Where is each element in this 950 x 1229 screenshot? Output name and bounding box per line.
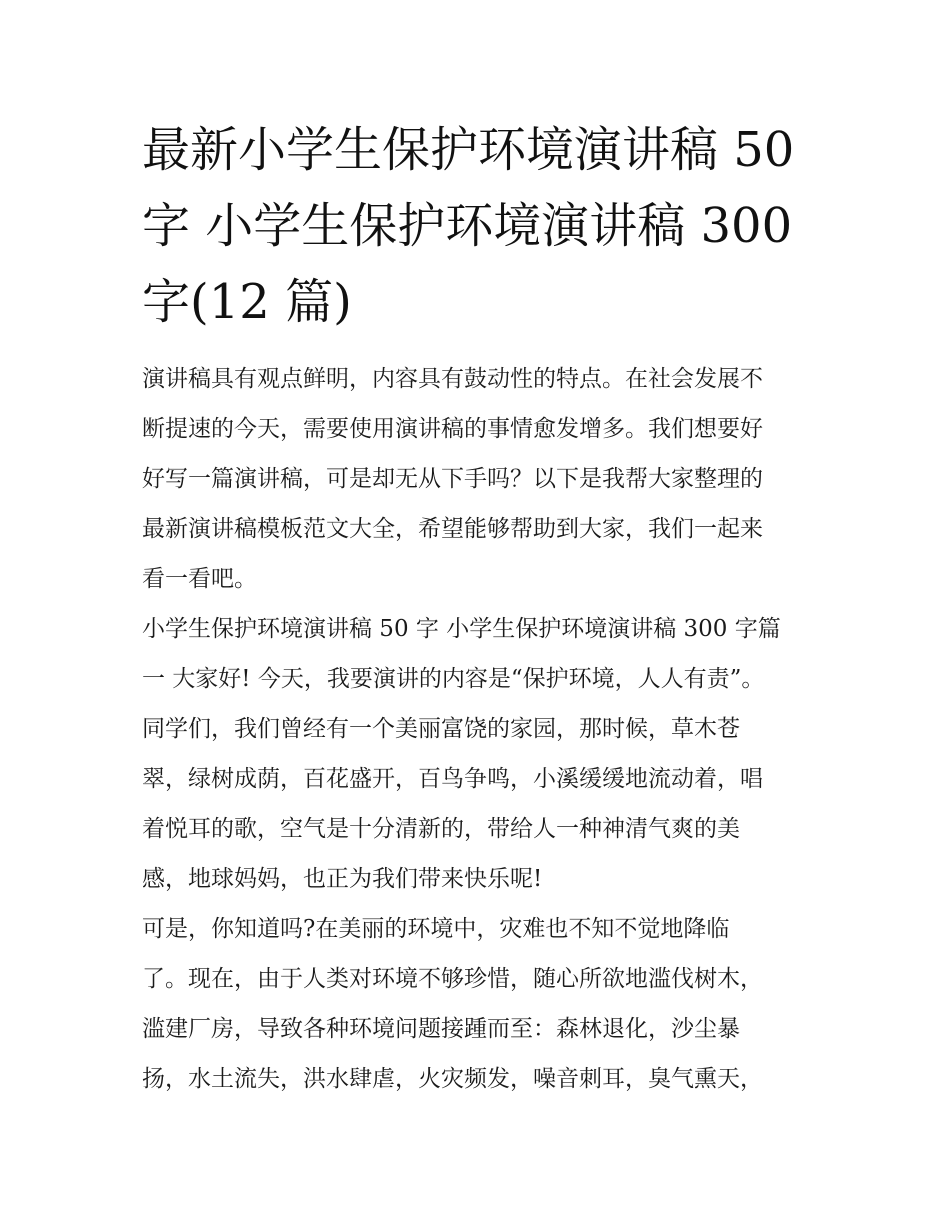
intro-line: 最新演讲稿模板范文大全，希望能够帮助到大家，我们一起来: [142, 516, 763, 542]
intro-line: 断提速的今天，需要使用演讲稿的事情愈发增多。我们想要好: [142, 416, 763, 442]
paragraph-line: 一 大家好! 今天，我要演讲的内容是“保护环境，人人有责”。: [142, 666, 765, 692]
intro-line: 好写一篇演讲稿，可是却无从下手吗？以下是我帮大家整理的: [142, 466, 763, 492]
intro-line: 看一看吧。: [142, 566, 257, 592]
intro-paragraph: [142, 354, 818, 604]
paragraph-line: 了。现在，由于人类对环境不够珍惜，随心所欲地滥伐树木，: [142, 966, 763, 992]
paragraph-line: 感，地球妈妈，也正为我们带来快乐呢!: [142, 866, 543, 892]
paragraph-line: 滥建厂房，导致各种环境问题接踵而至：森林退化，沙尘暴: [142, 1016, 740, 1042]
paragraph-line: 扬，水土流失，洪水肆虐，火灾频发，噪音刺耳，臭气熏天，: [142, 1066, 763, 1092]
intro-line: 演讲稿具有观点鲜明，内容具有鼓动性的特点。在社会发展不: [142, 366, 763, 392]
title-line: 字 小学生保护环境演讲稿 300: [142, 198, 793, 254]
paragraph-line: 翠，绿树成荫，百花盛开，百鸟争鸣，小溪缓缓地流动着，唱: [142, 766, 763, 792]
body-paragraph-1: [142, 604, 818, 904]
title-line: 最新小学生保护环境演讲稿 50: [142, 122, 795, 178]
document-body: [142, 112, 818, 1104]
document-title: [142, 112, 818, 340]
paragraph-line: 同学们，我们曾经有一个美丽富饶的家园，那时候，草木苍: [142, 716, 740, 742]
paragraph-line: 着悦耳的歌，空气是十分清新的，带给人一种神清气爽的美: [142, 816, 740, 842]
paragraph-line: 可是，你知道吗?在美丽的环境中，灾难也不知不觉地降临: [142, 916, 730, 942]
title-line: 字(12 篇): [142, 274, 352, 330]
body-paragraph-2: [142, 904, 818, 1104]
paragraph-line: 小学生保护环境演讲稿 50 字 小学生保护环境演讲稿 300 字篇: [142, 616, 781, 642]
